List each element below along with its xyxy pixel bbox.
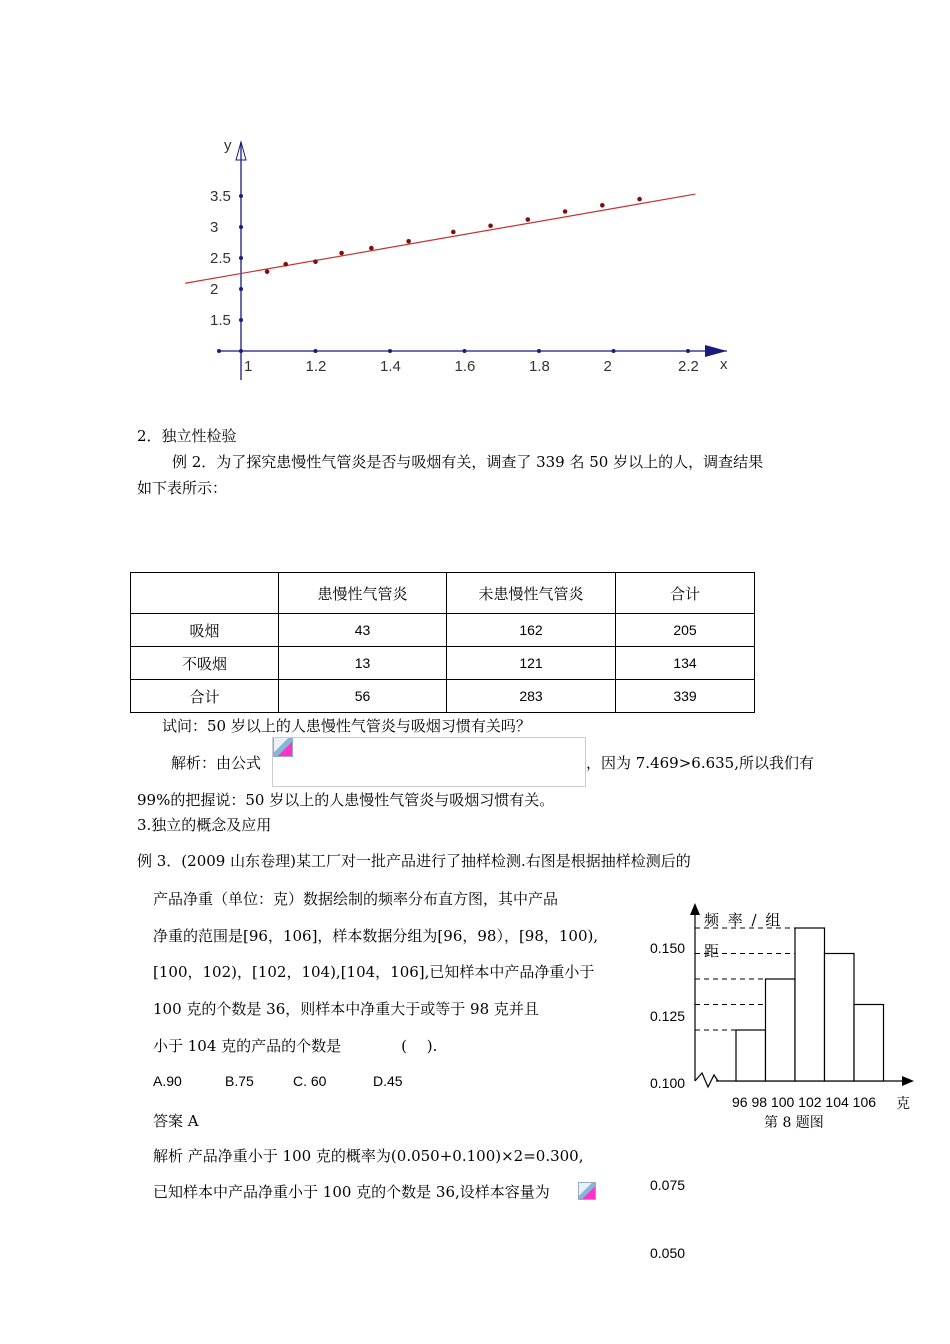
scatter-point xyxy=(526,217,531,222)
table-cell: 13 xyxy=(279,647,447,680)
x-axis-label: x xyxy=(720,356,728,373)
table-row-label: 合计 xyxy=(131,680,279,713)
analysis-suffix: ，因为 7.469>6.635,所以我们有 xyxy=(586,754,814,772)
hist-x-arrow-icon xyxy=(902,1076,914,1086)
formula-box xyxy=(272,737,586,787)
solution-line2: 已知样本中产品净重小于 100 克的个数是 36,设样本容量为 xyxy=(153,1183,550,1201)
y-tick-label: 3.5 xyxy=(210,188,231,205)
y-tick-label: 1.5 xyxy=(210,312,231,329)
y-tick-label: 2 xyxy=(210,281,219,298)
y-tick-mark xyxy=(239,225,243,229)
question-text: 试问：50 岁以上的人患慢性气管炎与吸烟习惯有关吗？ xyxy=(162,717,531,735)
section2-heading: 2．独立性检验 xyxy=(137,427,237,445)
example2-line1: 例 2．为了探究患慢性气管炎是否与吸烟有关，调查了 339 名 50 岁以上的人，调查结果 xyxy=(172,453,764,471)
scatter-point xyxy=(488,223,493,228)
table-cell: 283 xyxy=(447,680,616,713)
table-cell: 43 xyxy=(279,614,447,647)
answer-text: 答案 A xyxy=(153,1112,199,1130)
x-tick-label: 1.8 xyxy=(529,358,550,375)
table-cell: 339 xyxy=(616,680,755,713)
scatter-point xyxy=(600,203,605,208)
table-row xyxy=(131,647,755,680)
x-tick-label: 2 xyxy=(603,358,612,375)
scatter-point xyxy=(265,269,270,274)
contingency-table xyxy=(130,572,755,713)
option-b: B.75 xyxy=(225,1073,254,1089)
x-tick-label: 2.2 xyxy=(678,358,699,375)
analysis-line2: 99%的把握说：50 岁以上的人患慢性气管炎与吸烟习惯有关。 xyxy=(137,791,555,809)
scatter-point xyxy=(369,246,374,251)
histogram-bar xyxy=(854,1005,884,1082)
x-tick-mark xyxy=(537,349,541,353)
y-tick-label: 3 xyxy=(210,219,219,236)
histogram-bar xyxy=(825,954,855,1082)
histogram-bar xyxy=(795,928,825,1081)
example3-line: 净重的范围是[96，106]，样本数据分组为[96，98），[98，100), xyxy=(153,927,599,945)
y-axis-label: y xyxy=(224,137,232,154)
table-row-label: 不吸烟 xyxy=(131,647,279,680)
example2-line2: 如下表所示： xyxy=(137,479,228,497)
hist-y-tick-label: 0.100 xyxy=(650,1075,686,1091)
analysis-prefix: 解析：由公式 xyxy=(171,754,262,772)
histogram-bar xyxy=(766,979,796,1081)
table-header-cell: 未患慢性气管炎 xyxy=(447,573,616,614)
table-row xyxy=(131,614,755,647)
scatter-point xyxy=(637,197,642,202)
hist-y-title-2: 距 xyxy=(704,942,720,960)
table-header-cell: 合计 xyxy=(616,573,755,614)
table-header-cell xyxy=(131,573,279,614)
regression-line xyxy=(185,194,695,283)
x-tick-mark xyxy=(217,349,221,353)
x-tick-mark xyxy=(239,349,243,353)
table-cell: 121 xyxy=(447,647,616,680)
x-tick-label: 1.6 xyxy=(454,358,476,375)
table-cell: 134 xyxy=(616,647,755,680)
scatter-point xyxy=(283,262,288,267)
x-tick-mark xyxy=(686,349,690,353)
option-d: D.45 xyxy=(373,1073,403,1089)
table-header-cell: 患慢性气管炎 xyxy=(279,573,447,614)
scatter-point xyxy=(339,251,344,256)
table-cell: 205 xyxy=(616,614,755,647)
table-header-row xyxy=(131,573,755,614)
x-tick-label: 1 xyxy=(244,358,253,375)
hist-x-ticks: 96 98 100 102 104 106 xyxy=(732,1094,877,1110)
x-tick-label: 1.4 xyxy=(380,358,401,375)
hist-y-arrow-icon xyxy=(690,903,700,915)
scatter-point xyxy=(451,230,456,235)
example3-title: 例 3．(2009 山东卷理)某工厂对一批产品进行了抽样检测.右图是根据抽样检测后的 xyxy=(137,852,691,870)
y-tick-mark xyxy=(239,256,243,260)
y-tick-mark xyxy=(239,318,243,322)
solution-line1: 解析 产品净重小于 100 克的概率为(0.050+0.100)×2=0.300, xyxy=(153,1147,584,1165)
hist-y-tick-label: 0.150 xyxy=(650,940,686,956)
example3-line: 产品净重（单位：克）数据绘制的频率分布直方图，其中产品 xyxy=(153,890,559,908)
hist-caption: 第 8 题图 xyxy=(764,1115,824,1131)
histogram-bar xyxy=(736,1030,766,1081)
hist-y-tick-label: 0.075 xyxy=(650,1177,686,1193)
y-tick-mark xyxy=(239,194,243,198)
scatter-point xyxy=(563,209,568,214)
scatter-point xyxy=(406,239,411,244)
hist-y-tick-label: 0.125 xyxy=(650,1008,686,1024)
inline-image-icon xyxy=(578,1182,596,1200)
hist-y-title: 频 率 / 组 xyxy=(704,911,783,929)
option-c: C. 60 xyxy=(293,1073,327,1089)
axis-break xyxy=(695,1073,718,1087)
example3-line: 小于 104 克的产品的个数是 ( ). xyxy=(153,1037,438,1055)
x-tick-label: 1.2 xyxy=(305,358,327,375)
table-row xyxy=(131,680,755,713)
x-tick-mark xyxy=(612,349,616,353)
example3-line: [100，102)，[102，104),[104，106],已知样本中产品净重小于 xyxy=(153,963,595,981)
x-tick-mark xyxy=(314,349,318,353)
table-row-label: 吸烟 xyxy=(131,614,279,647)
table-cell: 56 xyxy=(279,680,447,713)
x-tick-mark xyxy=(463,349,467,353)
y-tick-label: 2.5 xyxy=(210,250,231,267)
example3-line: 100 克的个数是 36，则样本中净重大于或等于 98 克并且 xyxy=(153,1000,539,1018)
option-a: A.90 xyxy=(153,1073,182,1089)
hist-y-tick-label: 0.050 xyxy=(650,1245,686,1261)
scatter-point xyxy=(313,259,318,264)
table-cell: 162 xyxy=(447,614,616,647)
y-tick-mark xyxy=(239,287,243,291)
x-tick-mark xyxy=(388,349,392,353)
scatter-plot xyxy=(0,0,950,400)
hist-x-unit: 克 xyxy=(896,1096,910,1112)
section3-heading: 3.独立的概念及应用 xyxy=(137,816,272,834)
